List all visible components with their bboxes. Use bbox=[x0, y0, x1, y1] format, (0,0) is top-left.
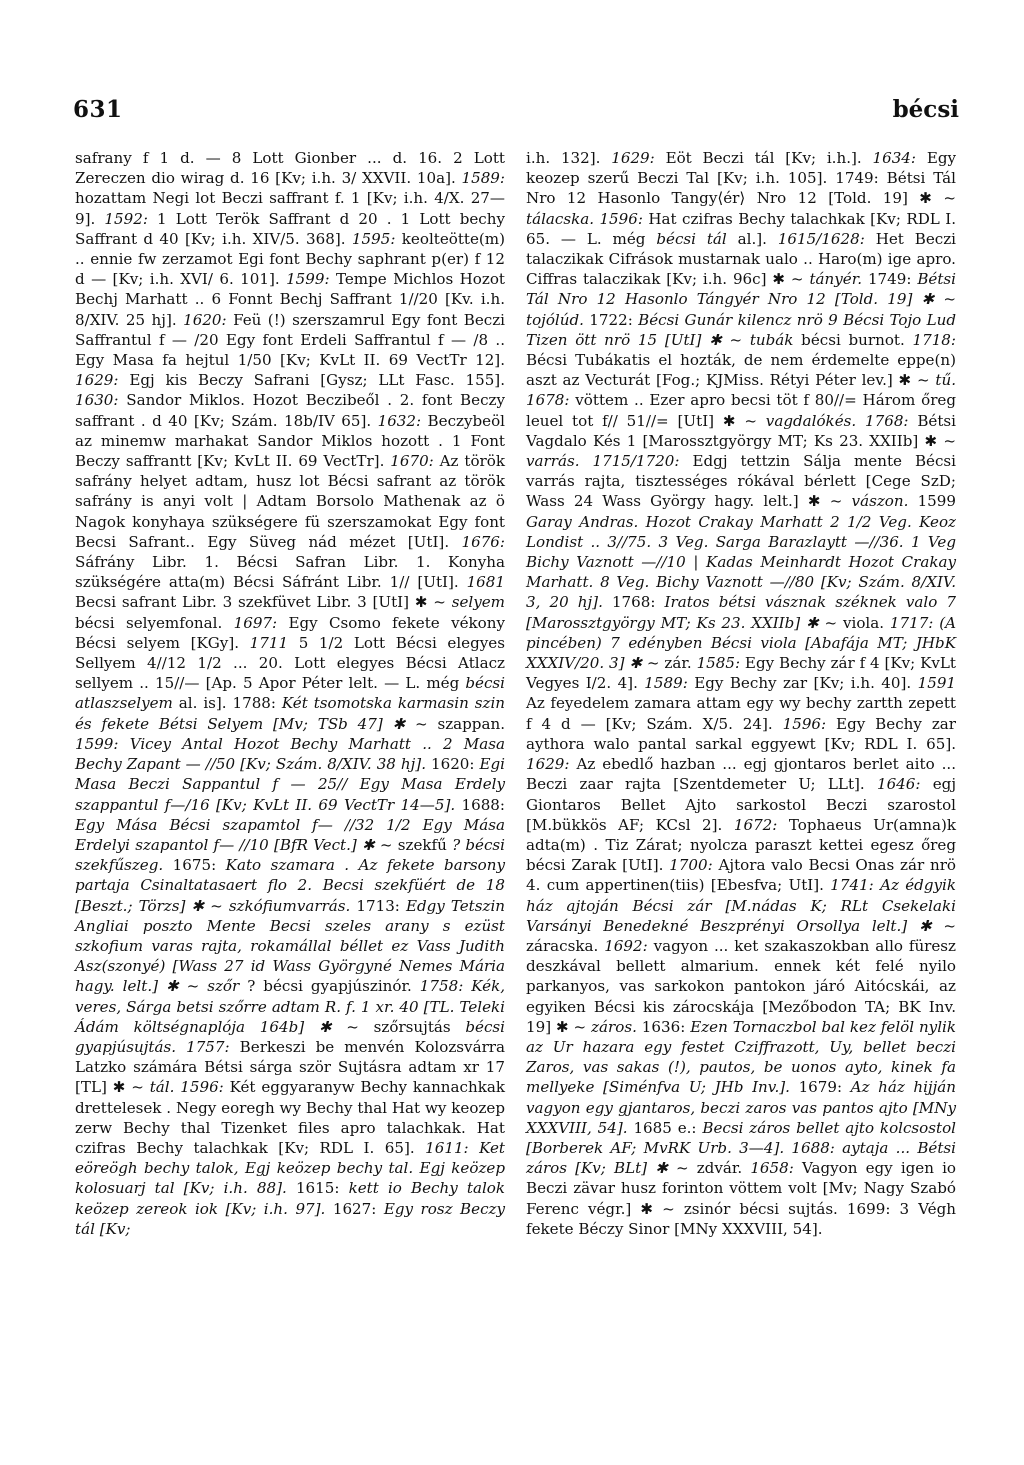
italic-segment: Iratos bétsi vásznak széknek valo 7 [Marossztgyörgy MT; Ks 23. XXIIb] ✱ ~ bbox=[526, 593, 956, 632]
text-segment: hozattam Negi lot Beczi saffrant f. 1 [Kv; i.h. 4/X. 27—9]. bbox=[75, 189, 505, 228]
text-segment: ? bécsi gyapjúszinór. bbox=[247, 977, 420, 996]
text-segment: szőrsujtás bbox=[373, 1017, 466, 1036]
italic-segment: 1629: bbox=[75, 371, 130, 390]
italic-segment: Kék, veres, Sárga betsi szőrre adtam R. f. 1 xr. 40 [TL. Teleki Ádám költségnaplója 164b] ✱ ~ bbox=[75, 977, 506, 1036]
text-segment: vöttem .. Ezer apro becsi töt f 80//= Három őreg leuel tot f// 51//= [UtI] ✱ ~ bbox=[526, 391, 956, 430]
running-head: bécsi bbox=[892, 96, 959, 123]
italic-segment: Két tsomotska karmasin szin és fekete Bétsi Selyem [Mv; TSb 47] ✱ ~ bbox=[75, 694, 505, 733]
italic-segment: 1634: bbox=[872, 149, 927, 167]
text-segment: Vagyon egy igen io Beczi zävar husz forinton vöttem volt [Mv; Nagy Szabó Ferenc végr.] ✱ ~ bbox=[526, 1159, 956, 1218]
left-column-text bbox=[75, 148, 505, 1239]
italic-segment: szkófiumvarrás. bbox=[228, 896, 357, 915]
text-segment: egj Giontaros Bellet Ajto sarkostol Beczi szarostol [M.bükkös AF; KCsl 2]. bbox=[526, 775, 957, 834]
text-segment: 1 Lott Terök Saffrant d 20 . 1 Lott bechy Saffrant d 40 [Kv; i.h. XIV/5. 368]. bbox=[75, 209, 505, 248]
text-segment: al. is]. bbox=[178, 694, 233, 713]
text-segment: zsinór bbox=[683, 1199, 740, 1218]
text-segment: Az feyedelem zamara attam egy wy bechy zartth zepett f 4 d — [Kv; Szám. X/5. 24]. bbox=[526, 694, 956, 733]
italic-segment: tubák bbox=[749, 330, 802, 349]
italic-segment: tányér. bbox=[809, 270, 868, 289]
text-segment: Edgj tettzin Sálja mente Bécsi varrás rajta, tisztességes rókával bérlett [Cege SzD; Wass 24 Wass György hagy. lelt.] ✱ ~ bbox=[526, 452, 957, 511]
italic-segment: 1592: bbox=[104, 209, 158, 228]
text-segment: 1599 bbox=[917, 492, 956, 511]
text-segment: Bécsi Tubákatis el hozták, de nem érdemelte eppe(n) aszt az Vecturát [Fog.; KJMiss. Rétyi Péter lev.] ✱ ~ bbox=[526, 351, 956, 390]
italic-segment: Edgy Tetszin Angliai poszto Mente Becsi szeles arany s ezüst szkofium varas rajta, rokamállal béllet ez Vass Judith Asz(szonyé) [Wass 27 id Wass Györgyné Nemes Mária hagy. lelt.] ✱ ~ bbox=[75, 896, 505, 996]
text-segment: Egy keozep szerű Beczi Tal [Kv; i.h. 105]. bbox=[526, 149, 957, 188]
italic-segment: 1615/1628: bbox=[777, 229, 876, 248]
italic-segment: 1589: bbox=[461, 169, 505, 188]
italic-segment: Bétsi Tál Nro 12 Hasonlo Tángyér Nro 12 [Told. 19] ✱ ~ bbox=[526, 270, 957, 309]
italic-segment: 1585: bbox=[696, 654, 745, 673]
italic-segment: Egy Mása Bécsi szapamtol f— //32 1/2 Egy Mása Erdelyi szapantol f— //10 [BfR Vect.] ✱ ~ bbox=[75, 815, 505, 854]
text-segment: bécsi burnot. bbox=[801, 330, 913, 349]
text-segment: záracska. bbox=[526, 936, 605, 955]
italic-segment: 1596: bbox=[782, 714, 837, 733]
text-segment: i.h. 132]. bbox=[526, 149, 612, 167]
text-segment: Hat czifras Bechy talachkak [Kv; RDL I. 65. — L. még bbox=[526, 209, 956, 248]
text-segment: Feü (!) szerszamrul Egy font Beczi Saffrantul f — /20 Egy font Erdeli Saffrantul f — /8 .. Egy Masa fa hejtul 1/50 [Kv; KvLt II. 69 VectTr 12]. bbox=[75, 310, 505, 370]
italic-segment: 1697: bbox=[233, 613, 289, 632]
text-segment: 1620: bbox=[430, 755, 480, 774]
italic-segment: 1599: bbox=[286, 270, 336, 289]
italic-segment: Ezen Tornaczbol bal kez felöl nylik az Ur hazara egy festet Cziffrazott, Uy, bellet beczi Zaros, vas sakas (!), pautos, be uonos ayto, kinek fa mellyeke [Siménfva U; JHb Inv.]. bbox=[526, 1017, 957, 1097]
italic-segment: 1630: bbox=[75, 391, 127, 410]
page-number: 631 bbox=[73, 96, 123, 123]
italic-segment: 1715/1720: bbox=[592, 452, 693, 471]
italic-segment: 1741: bbox=[830, 876, 881, 895]
italic-segment: 1717: bbox=[889, 613, 940, 632]
italic-segment: 1658: bbox=[750, 1159, 802, 1178]
text-segment: 1768: bbox=[611, 593, 665, 612]
italic-segment: Vicey Antal Hozot Bechy Marhatt .. 2 Masa Bechy Zapant — //50 [Kv; Szám. 8/XIV. 38 hj]. bbox=[75, 734, 505, 774]
text-segment: 1679: bbox=[798, 1078, 851, 1097]
italic-segment: tálacska. bbox=[526, 209, 600, 228]
text-segment: bécsi selyemfonal. bbox=[75, 613, 234, 632]
text-segment: vagyon ... ket szakaszokban allo füresz deszkával bellett almarium. ennek két felé nyilo parkanyos, vas sarkokon pantokon járó Aitócskái, az egyiken Bécsi kis zárocskája [Mezőbodon TA; BK Inv. 19] ✱ ~ bbox=[526, 936, 957, 1036]
italic-segment: 1596: bbox=[599, 209, 649, 228]
italic-segment: 1678: bbox=[526, 391, 576, 410]
text-segment: 3 Végh fekete Béczy Sinor [MNy XXXVIII, 54]. bbox=[526, 1199, 956, 1238]
italic-segment: 1757: bbox=[186, 1037, 240, 1056]
italic-segment: 1768: bbox=[865, 411, 918, 430]
text-segment: bécsi sujtás. bbox=[739, 1199, 847, 1218]
right-column-text bbox=[526, 148, 956, 1239]
text-segment: Az ebedlő hazban ... egj gjontaros berlet aito ... Beczi zaar rajta [Szentdemeter U; LLt]. bbox=[526, 755, 956, 794]
text-segment: Sáfrány Libr. 1. Bécsi Safran Libr. 1. Konyha szükségére atta(m) Bécsi Sáfránt Libr. 1// [UtI]. bbox=[75, 553, 505, 592]
italic-segment: 1711 bbox=[249, 633, 299, 652]
text-segment: 1615: bbox=[295, 1179, 349, 1198]
italic-segment: 1591 bbox=[917, 674, 957, 693]
text-segment: Tophaeus Ur(amna)k adta(m) . Tiz Zárat; nyolcza paraszt kettei egesz őreg bécsi Zarak [UtI]. bbox=[526, 815, 957, 875]
text-segment: Két eggyaranyw Bechy kannachkak drettelesek . Negy eoregh wy Bechy thal Hat wy keozep zerw Bechy thal Tizenket files apro talachkak. Hat czifras Bechy talachkak [Kv; RDL I. 65]. bbox=[75, 1078, 505, 1157]
text-segment: Eöt Beczi tál [Kv; i.h.]. bbox=[665, 149, 873, 167]
italic-segment: szőr bbox=[207, 977, 248, 996]
italic-segment: 1646: bbox=[876, 775, 933, 794]
italic-segment: Ket eöreögh bechy talok, Egj keözep bechy tal. Egj keözep kolosuarj tal [Kv; i.h. 88]. bbox=[75, 1138, 505, 1198]
text-segment: keolteötte(m) .. ennie fw zerzamot Egi font Bechy saphrant p(er) f 12 d — [Kv; i.h. XVI/ 6. 101]. bbox=[75, 229, 506, 289]
italic-segment: 1688: bbox=[791, 1138, 843, 1157]
italic-segment: 1595: bbox=[351, 229, 402, 248]
text-segment: viola. bbox=[842, 613, 890, 632]
text-segment: Egy Bechy zar [Kv; i.h. 40]. bbox=[694, 674, 918, 693]
text-segment: Beczybeöl az minemw marhakat Sandor Miklos hozott . 1 Font Beczy saffrantt [Kv; KvLt II. 69 VectTr]. bbox=[75, 411, 506, 471]
text-segment: Egy Bechy zar aythora walo pantal sarkal eggyewt [Kv; RDL I. 65]. bbox=[526, 714, 956, 753]
italic-segment: 1681 bbox=[466, 573, 505, 592]
text-segment: 1749: bbox=[835, 169, 887, 188]
italic-segment: vagdalókés. bbox=[765, 411, 866, 430]
right-column bbox=[526, 148, 956, 1239]
italic-segment: bécsi gyapjúsujtás. bbox=[75, 1017, 505, 1056]
text-segment: Berkeszi be menvén Kolozsvárra Latzko számára Bétsi sárga ször Sujtásra adtam xr 17 [TL] ✱ ~ bbox=[75, 1037, 506, 1097]
italic-segment: kett io Bechy talok keözep zereok iok [Kv; i.h. 97]. bbox=[75, 1179, 505, 1218]
italic-segment: 1620: bbox=[183, 310, 234, 329]
italic-segment: tű. bbox=[935, 371, 956, 390]
italic-segment: 1611: bbox=[425, 1138, 480, 1157]
italic-segment: selyem bbox=[451, 593, 505, 612]
italic-segment: 1629: bbox=[611, 149, 666, 167]
italic-segment: 1758: bbox=[419, 977, 472, 996]
italic-segment: 1692: bbox=[604, 936, 654, 955]
italic-segment: 1670: bbox=[390, 452, 440, 471]
text-segment: safrany f 1 d. — 8 Lott Gionber ... d. 16. 2 Lott Zereczen dio wirag d. 16 [Kv; i.h. 3/ XXVII. 10a]. bbox=[75, 149, 505, 188]
italic-segment: varrás. bbox=[526, 452, 593, 471]
italic-segment: vászon. bbox=[851, 492, 918, 511]
italic-segment: Kato szamara . Az fekete barsony partaja Csinaltatasaert flo 2. Becsi szekfüért de 18 [Beszt.; Törzs] ✱ ~ bbox=[75, 856, 505, 915]
italic-segment: tál. bbox=[149, 1078, 181, 1097]
text-segment: szappan. bbox=[437, 714, 505, 733]
text-segment: 1636: bbox=[641, 1017, 691, 1036]
text-segment: 1722: bbox=[589, 310, 639, 329]
text-segment: szekfű bbox=[397, 835, 453, 854]
text-segment: al.]. bbox=[737, 229, 778, 248]
italic-segment: 1599: bbox=[75, 734, 130, 753]
text-segment: zár. bbox=[664, 654, 697, 673]
italic-segment: Az ház hijján vagyon egy gjantaros, beczi zaros vas pantos ajto [MNy XXXVIII, 54]. bbox=[526, 1078, 957, 1137]
text-segment: Egy Bechy zár f 4 [Kv; KvLt Vegyes I/2. 4]. bbox=[526, 654, 957, 693]
italic-segment: Egy rosz Beczy tál [Kv; bbox=[75, 1199, 506, 1238]
italic-segment: aytaja ... Bétsi záros [Kv; BLt] ✱ ~ bbox=[526, 1138, 956, 1178]
text-segment: Az török safrány helyet adtam, husz lot Bécsi safrant az török safrány is anyi volt | Adtam Borsolo Mathenak az ö Nagok konyhaya szükségere fü szerszamokat Egy font Becsi Safrant.. Egy Süveg nád mézet [UtI]. bbox=[75, 452, 505, 551]
text-segment: Het Beczi talaczikak Cifrások mustarnak ualo .. Haro(m) ige apro. Ciffras talaczikak [Kv; i.h. 96c] ✱ ~ bbox=[526, 229, 957, 289]
italic-segment: 1632: bbox=[377, 411, 428, 430]
text-segment: Becsi safrant Libr. 3 szekfüvet Libr. 3 [UtI] ✱ ~ bbox=[75, 593, 452, 612]
text-segment: 1713: bbox=[356, 896, 406, 915]
text-segment: Egy Csomo fekete vékony Bécsi selyem [KGy]. bbox=[75, 613, 506, 652]
text-segment: Ajtora valo Becsi Onas zár nrö 4. cum appertinen(tiis) [Ebesfva; UtI]. bbox=[526, 856, 956, 895]
text-segment: 1685 e.: bbox=[633, 1118, 703, 1137]
italic-segment: 1672: bbox=[733, 815, 789, 834]
text-segment: zdvár. bbox=[696, 1159, 751, 1178]
italic-segment: záros. bbox=[591, 1017, 642, 1036]
italic-segment: 1676: bbox=[461, 532, 505, 551]
italic-segment: Egi Masa Beczi Sappantul f — 25// Egy Masa Erdely szappantul f—/16 [Kv; KvLt II. 69 VectTr 14—5]. bbox=[75, 755, 505, 814]
text-segment: 1749: bbox=[867, 270, 918, 289]
text-segment: 1675: bbox=[172, 856, 226, 875]
italic-segment: (A pincében) 7 edényben Bécsi viola [Abafája MT; JHbK XXXIV/20. 3] ✱ ~ bbox=[526, 613, 957, 673]
italic-segment: ? bécsi szekfűszeg. bbox=[75, 835, 505, 875]
text-segment: Sandor Miklos. Hozot Beczibeől . 2. font Beczy saffrant . d 40 [Kv; Szám. 18b/IV 65]. bbox=[75, 391, 506, 430]
italic-segment: 1700: bbox=[669, 856, 719, 875]
text-segment: 1688: bbox=[461, 795, 505, 814]
italic-segment: Garay Andras. Hozot Crakay Marhatt 2 1/2 Veg. Keoz Londist .. 3//75. 3 Veg. Sarga Barazlaytt —//36. 1 Veg Bichy Vaznott —//10 | Kadas Meinhardt Hozot Crakay Marhatt. 8 Veg. Bichy Vaznott —//80 [Kv; Szám. 8/XIV. 3, 20 hj]. bbox=[526, 512, 956, 612]
italic-segment: Becsi záros bellet ajto kolcsostol [Borberek AF; MvRK Urb. 3—4]. bbox=[526, 1118, 956, 1157]
text-segment: Bétsi Tál Nro 12 Hasonlo Tangy⟨ér⟩ Nro 12 [Told. 19] ✱ ~ bbox=[526, 169, 956, 208]
italic-segment: 1596: bbox=[180, 1078, 230, 1097]
text-segment: Tempe Michlos Hozot Bechj Marhatt .. 6 Fonnt Bechj Saffrant 1//20 [Kv. i.h. 8/XIV. 25 hj]. bbox=[75, 270, 505, 329]
italic-segment: tojólúd. bbox=[526, 310, 590, 329]
left-column bbox=[75, 148, 505, 1239]
text-segment: Egj kis Beczy Safrani [Gysz; LLt Fasc. 155]. bbox=[129, 371, 505, 390]
italic-segment: Az édgyik ház ajtoján Bécsi zár [M.nádas K; RLt Csekelaki Varsányi Benedekné Beszprényi Orsollya lelt.] ✱ ~ bbox=[526, 876, 956, 935]
text-segment: 5 1/2 Lott Bécsi elegyes Sellyem 4//12 1/2 ... 20. Lott elegyes Bécsi Atlacz sellyem .. 15//— [Ap. 5 Apor Péter lelt. — L. még bbox=[75, 633, 505, 693]
italic-segment: 1589: bbox=[644, 674, 695, 693]
text-segment: 1699: bbox=[846, 1199, 900, 1218]
italic-segment: bécsi tál bbox=[656, 229, 738, 248]
text-segment: Bétsi Vagdalo Kés 1 [Marossztgyörgy MT; Ks 23. XXIIb] ✱ ~ bbox=[526, 411, 957, 450]
text-segment: 1788: bbox=[232, 694, 282, 713]
italic-segment: 1629: bbox=[526, 755, 577, 774]
text-segment: 1627: bbox=[332, 1199, 384, 1218]
italic-segment: bécsi atlaszselyem bbox=[75, 674, 505, 713]
italic-segment: Bécsi Gunár kilencz nrö 9 Bécsi Tojo Lud Tizen ött nrö 15 [UtI] ✱ ~ bbox=[526, 310, 956, 349]
italic-segment: 1718: bbox=[912, 330, 956, 349]
